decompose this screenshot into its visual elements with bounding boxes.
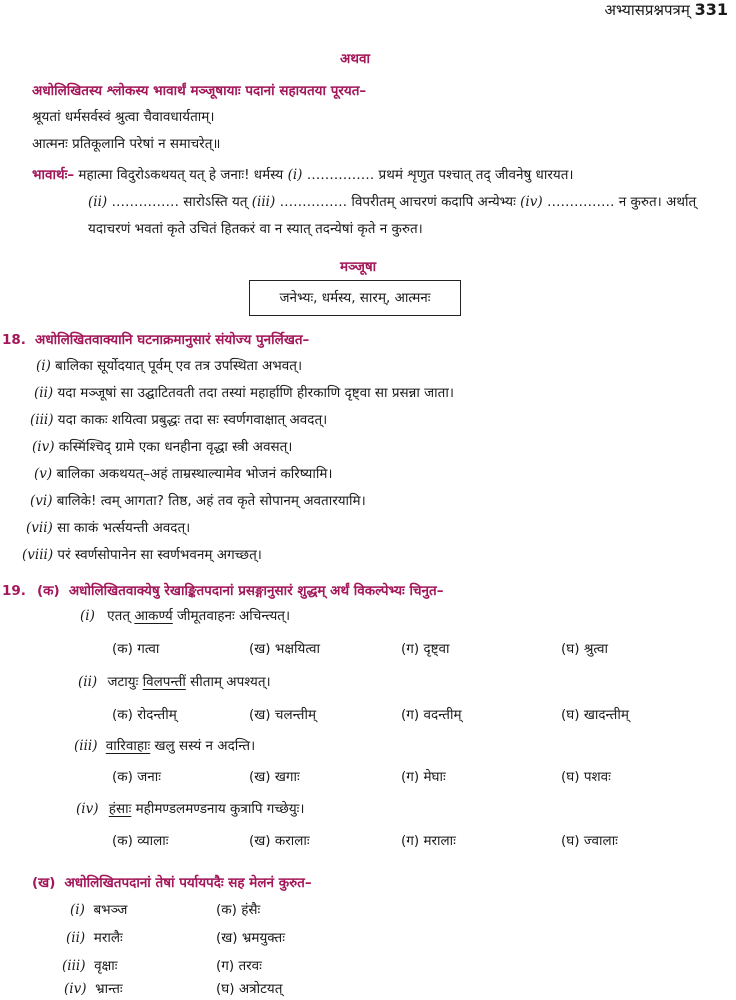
- q19-kha-instruction: अधोलिखितपदानां तेषां पर्यायपदैः सह मेलनं कुरुत–: [64, 875, 312, 891]
- q18-text: बालिका सूर्योदयात् पूर्वम् एव तत्र उपस्थिता अभवत्।: [55, 358, 303, 374]
- option: [249, 706, 316, 724]
- q18-text: यदा मञ्जूषां सा उद्घाटितवती तदा तस्यां महार्हाणि हीरकाणि दृष्ट्वा सा प्रसन्ना जाता।: [57, 385, 454, 401]
- q19-roman: (iv): [76, 801, 99, 817]
- option: [112, 768, 161, 786]
- match-right-word: हंसैः: [241, 902, 261, 918]
- roman-iv: (iv): [520, 194, 543, 210]
- q18-roman: (viii): [22, 547, 54, 563]
- q18-roman: (vii): [26, 520, 53, 536]
- match-right: [216, 929, 285, 947]
- match-left-word: बभञ्ज: [93, 902, 128, 918]
- underlined-word: वारिवाहाः: [105, 738, 151, 754]
- match-right-word: अत्रोटयत्: [238, 981, 283, 997]
- q18-text: परं स्वर्णसोपानेन सा स्वर्णभवनम् अगच्छत्।: [57, 547, 262, 563]
- option-label: (घ): [561, 707, 580, 723]
- option-label: (ख): [249, 833, 271, 849]
- bhavartha-text-2c: न कुरुत। अर्थात्: [618, 194, 697, 210]
- match-roman: (iv): [64, 981, 87, 997]
- q18-roman: (ii): [34, 385, 54, 401]
- q18-item: [34, 384, 454, 402]
- option-text: मेघाः: [423, 769, 446, 785]
- bhavartha-text-1a: महात्मा विदुरोऽकथयत् यत् हे जनाः! धर्मस्य: [78, 167, 284, 183]
- q19-ka-instruction: अधोलिखितवाक्येषु रेखाङ्कितपदानां प्रसङ्गानुसारं शुद्धम् अर्थं विकल्पेभ्यः चिनुत–: [68, 583, 444, 599]
- q19-pre: जटायुः: [107, 674, 139, 690]
- match-label: (क): [216, 902, 237, 918]
- option: [561, 706, 629, 724]
- q18-text: बालिका अकथयत्–अहं ताम्रस्थाल्यामेव भोजनं करिष्यामि।: [56, 466, 333, 482]
- underlined-word: हंसाः: [108, 801, 132, 817]
- option-text: श्रुत्वा: [583, 641, 608, 657]
- option-text: खादन्तीम्: [583, 707, 629, 723]
- q19-question: [76, 800, 305, 818]
- option: [401, 640, 450, 658]
- option: [401, 706, 462, 724]
- match-roman: (iii): [62, 958, 86, 974]
- q19-part-ka: (क): [37, 583, 60, 599]
- option-label: (घ): [561, 769, 580, 785]
- match-right: [216, 901, 260, 919]
- blank-i: ……………: [306, 167, 375, 183]
- q19-question: [78, 673, 271, 691]
- blank-iii: ……………: [279, 194, 348, 210]
- q19-roman: (i): [80, 608, 95, 624]
- option-text: मरालाः: [423, 833, 456, 849]
- q18-item: [32, 438, 292, 456]
- option: [112, 640, 159, 658]
- match-right: [216, 980, 282, 998]
- q19-roman: (ii): [78, 674, 98, 690]
- shloka-line-1: श्रूयतां धर्मसर्वस्वं श्रुत्वा चैवावधार्यताम्।: [32, 109, 215, 125]
- roman-i: (i): [287, 167, 303, 183]
- option: [561, 640, 608, 658]
- manjusha-words: जनेभ्यः, धर्मस्य, सारम्, आत्मनः: [279, 290, 431, 306]
- q18-heading: [2, 329, 309, 349]
- option-label: (क): [112, 641, 133, 657]
- roman-iii: (iii): [251, 194, 276, 210]
- option-label: (क): [112, 833, 133, 849]
- option-text: रोदन्तीम्: [137, 707, 177, 723]
- option: [561, 768, 611, 786]
- option-label: (घ): [561, 833, 580, 849]
- option-text: खगाः: [274, 769, 300, 785]
- underlined-word: आकर्ण्य: [134, 608, 173, 624]
- match-roman: (i): [70, 902, 85, 918]
- option-text: पशवः: [583, 769, 611, 785]
- q18-item: [30, 492, 366, 510]
- match-label: (ग): [216, 958, 235, 974]
- q18-roman: (v): [34, 466, 53, 482]
- option-text: ज्वालाः: [583, 833, 618, 849]
- bhavartha-label: भावार्थः–: [32, 167, 75, 183]
- roman-ii: (ii): [88, 194, 108, 210]
- match-left: [64, 980, 123, 998]
- q19-post: खलु सस्यं न अदन्ति।: [154, 738, 256, 754]
- option: [112, 832, 169, 850]
- header-title: अभ्यासप्रश्नपत्रम्: [604, 1, 690, 19]
- option-label: (ख): [249, 707, 271, 723]
- match-label: (घ): [216, 981, 235, 997]
- option-label: (ग): [401, 707, 420, 723]
- option-text: जनाः: [137, 769, 161, 785]
- match-roman: (ii): [66, 930, 86, 946]
- option-label: (ग): [401, 769, 420, 785]
- match-left-word: मरालैः: [93, 930, 123, 946]
- page-number: 331: [694, 0, 728, 19]
- q18-roman: (i): [36, 358, 51, 374]
- bhavartha-line-3: यदाचरणं भवतां कृते उचितं हितकरं वा न स्यात् तदन्येषां कृते न कुरुत।: [88, 221, 423, 237]
- q19-post: जीमूतवाहनः अचिन्त्यत्।: [177, 608, 291, 624]
- match-right: [216, 957, 262, 975]
- q19-number: 19.: [2, 583, 26, 599]
- q19-part-kha: (ख): [32, 875, 56, 891]
- option-text: दृष्ट्वा: [423, 641, 450, 657]
- blank-ii: ……………: [111, 194, 179, 210]
- option: [112, 706, 177, 724]
- option-text: चलन्तीम्: [274, 707, 317, 723]
- blank-iv: ……………: [546, 194, 615, 210]
- bhavartha-text-2a: सारोऽस्ति यत्: [183, 194, 248, 210]
- q17-instruction: अधोलिखितस्य श्लोकस्य भावार्थं मञ्जूषायाः पदानां सहायतया पूरयत–: [32, 83, 367, 99]
- option: [401, 832, 456, 850]
- option-label: (क): [112, 707, 133, 723]
- manjusha-title: मञ्जूषा: [340, 259, 377, 275]
- q18-text: कस्मिंश्चिद् ग्रामे एका धनहीना वृद्धा स्त्री अवसत्।: [58, 439, 293, 455]
- option-label: (ख): [249, 769, 271, 785]
- q18-roman: (iii): [30, 412, 54, 428]
- option: [249, 640, 320, 658]
- option-label: (ख): [249, 641, 271, 657]
- q19-roman: (iii): [74, 738, 98, 754]
- match-left: [62, 957, 118, 975]
- q18-item: [30, 411, 327, 429]
- match-left-word: भ्रान्तः: [95, 981, 123, 997]
- q18-text: यदा काकः शयित्वा प्रबुद्धः तदा सः स्वर्णगवाक्षात् अवदत्।: [57, 412, 328, 428]
- option-label: (क): [112, 769, 133, 785]
- q18-instruction: अधोलिखितवाक्यानि घटनाक्रमानुसारं संयोज्य पुनर्लिखत–: [35, 332, 310, 348]
- match-label: (ख): [216, 930, 238, 946]
- option: [249, 768, 300, 786]
- q18-roman: (vi): [30, 493, 53, 509]
- q18-number: 18.: [2, 332, 26, 348]
- q19-kha-heading: [32, 872, 312, 892]
- option: [401, 768, 446, 786]
- option-label: (ग): [401, 641, 420, 657]
- q19-post: महीमण्डलमण्डनाय कुत्रापि गच्छेयुः।: [135, 801, 305, 817]
- q19-heading: [2, 580, 443, 600]
- bhavartha-line-2: [88, 193, 696, 211]
- option-text: व्यालाः: [137, 833, 169, 849]
- q18-roman: (iv): [32, 439, 55, 455]
- shloka-line-2: आत्मनः प्रतिकूलानि परेषां न समाचरेत्॥: [32, 136, 221, 152]
- q19-question: [80, 607, 290, 625]
- q19-question: [74, 737, 255, 755]
- option-label: (ग): [401, 833, 420, 849]
- bhavartha-text-2b: विपरीतम् आचरणं कदापि अन्येभ्यः: [351, 194, 516, 210]
- q19-pre: एतत्: [107, 608, 131, 624]
- option-text: गत्वा: [137, 641, 160, 657]
- match-right-word: तरवः: [238, 958, 262, 974]
- option-label: (घ): [561, 641, 580, 657]
- match-left: [70, 901, 127, 919]
- option-text: वदन्तीम्: [423, 707, 462, 723]
- q18-item: [36, 357, 302, 375]
- athava-heading: अथवा: [340, 51, 370, 67]
- q19-post: सीताम् अपश्यत्।: [190, 674, 271, 690]
- page-header: [604, 0, 728, 20]
- match-left-word: वृक्षाः: [94, 958, 118, 974]
- option-text: भक्षयित्वा: [274, 641, 320, 657]
- option: [249, 832, 310, 850]
- q18-item: [22, 546, 262, 564]
- underlined-word: विलपन्तीं: [142, 674, 186, 690]
- q18-text: बालिके! त्वम् आगता? तिष्ठ, अहं तव कृते सोपानम् अवतारयामि।: [56, 493, 366, 509]
- q18-item: [26, 519, 190, 537]
- bhavartha-text-1b: प्रथमं शृणुत पश्चात् तद् जीवनेषु धारयत।: [378, 167, 574, 183]
- bhavartha-line-1: [32, 166, 574, 184]
- q18-item: [34, 465, 333, 483]
- match-left: [66, 929, 123, 947]
- match-right-word: भ्रमयुक्तः: [241, 930, 285, 946]
- option: [561, 832, 618, 850]
- q18-text: सा काकं भर्त्सयन्ती अवदत्।: [57, 520, 191, 536]
- option-text: करालाः: [274, 833, 310, 849]
